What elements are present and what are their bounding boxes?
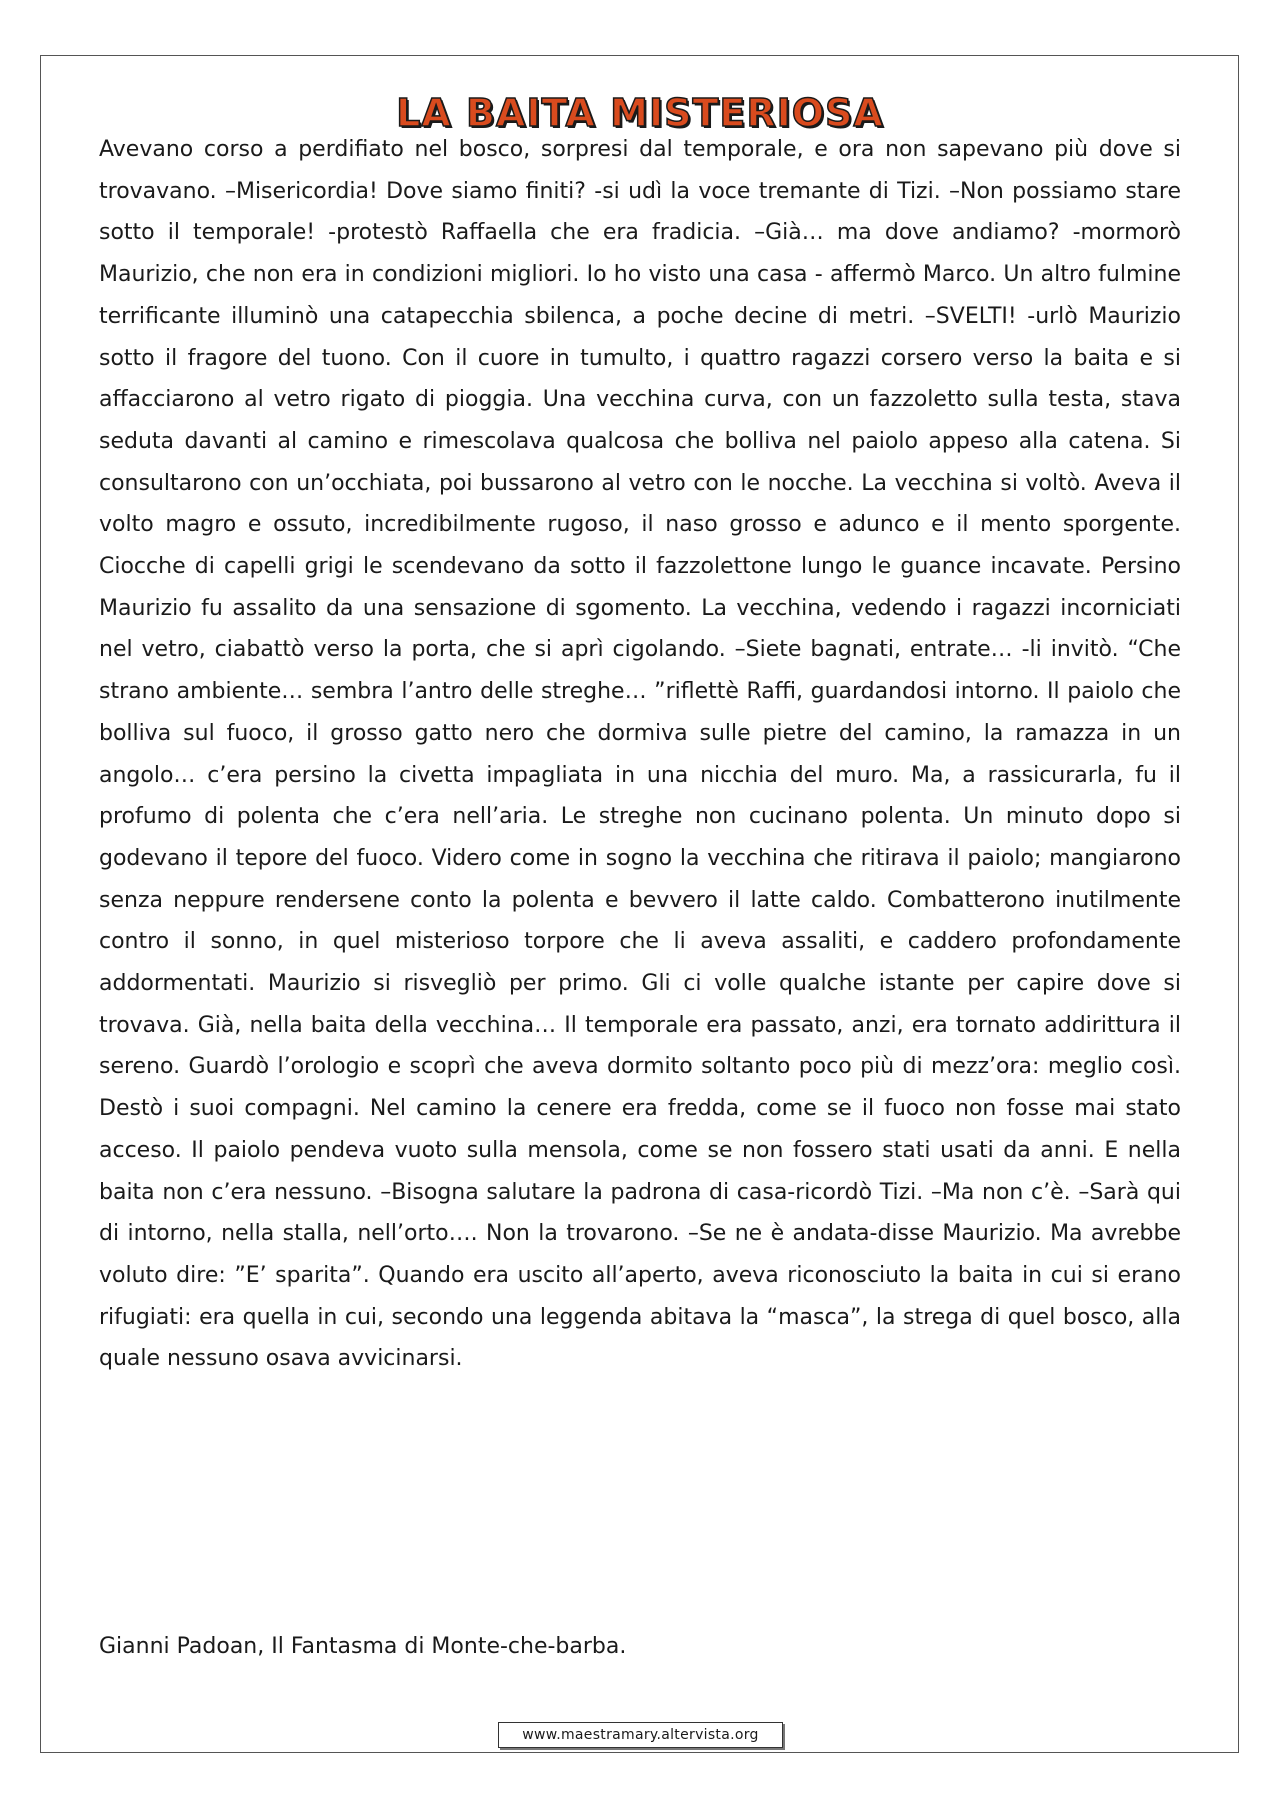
story-text: Avevano corso a perdifiato nel bosco, sorpresi dal temporale, e ora non sapevano più dove si trovavano. –Misericordia! Dove siamo finiti? -si udì la voce tremante di Tizi. –Non possiamo stare sotto il temporale! -protestò Raffaella che era fradicia. –Già… ma dove andiamo? -mormorò Maurizio, che non era in condizioni migliori. Io ho visto una casa - affermò Marco. Un altro fulmine terrificante illuminò una catapecchia sbilenca, a poche decine di metri. –SVELTI! -urlò Maurizio sotto il fragore del tuono. Con il cuore in tumulto, i quattro ragazzi corsero verso la baita e si affacciarono al vetro rigato di pioggia. Una vecchina curva, con un fazzoletto sulla testa, stava seduta davanti al camino e rimescolava qualcosa che bolliva nel paiolo appeso alla catena. Si consultarono con un’occhiata, poi bussarono al vetro con le nocche. La vecchina si voltò. Aveva il volto magro e ossuto, incredibilmente rugoso, il naso grosso e adunco e il mento sporgente. Ciocche di capelli grigi le scendevano da sotto il fazzolettone lungo le guance incavate. Persino Maurizio fu assalito da una sensazione di sgomento. La vecchina, vedendo i ragazzi incorniciati nel vetro, ciabattò verso la porta, che si aprì cigolando. –Siete bagnati, entrate… -li invitò. “Che strano ambiente… sembra l’antro delle streghe… ”riflettè Raffi, guardandosi intorno. Il paiolo che bolliva sul fuoco, il grosso gatto nero che dormiva sulle pietre del camino, la ramazza in un angolo… c’era persino la civetta impagliata in una nicchia del muro. Ma, a rassicurarla, fu il profumo di polenta che c’era nell’aria. Le streghe non cucinano polenta. Un minuto dopo si godevano il tepore del fuoco. Videro come in sogno la vecchina che ritirava il paiolo; mangiarono senza neppure rendersene conto la polenta e bevvero il latte caldo. Combatterono inutilmente contro il sonno, in quel misterioso torpore che li aveva assaliti, e caddero profondamente addormentati. Maurizio si risvegliò per primo. Gli ci volle qualche istante per capire dove si trovava. Già, nella baita della vecchina… Il temporale era passato, anzi, era tornato addirittura il sereno. Guardò l’orologio e scoprì che aveva dormito soltanto poco più di mezz’ora: meglio così. Destò i suoi compagni. Nel camino la cenere era fredda, come se il fuoco non fosse mai stato acceso. Il paiolo pendeva vuoto sulla mensola, come se non fossero stati usati da anni. E nella baita non c’era nessuno. –Bisogna salutare la padrona di casa-ricordò Tizi. –Ma non c’è. –Sarà qui di intorno, nella stalla, nell’orto…. Non la trovarono. –Se ne è andata-disse Maurizio. Ma avrebbe voluto dire: ”E’ sparita”. Quando era uscito all’aperto, aveva riconosciuto la baita in cui si erano rifugiati: era quella in cui, secondo una leggenda abitava la “masca”, la strega di quel bosco, alla quale nessuno osava avvicinarsi. [99, 137, 1181, 1372]
author-signature: Gianni Padoan, Il Fantasma di Monte-che-barba. [99, 1634, 627, 1659]
page-title: LA BAITA MISTERIOSA [396, 91, 884, 136]
website-link[interactable]: www.maestramary.altervista.org [498, 1722, 783, 1748]
